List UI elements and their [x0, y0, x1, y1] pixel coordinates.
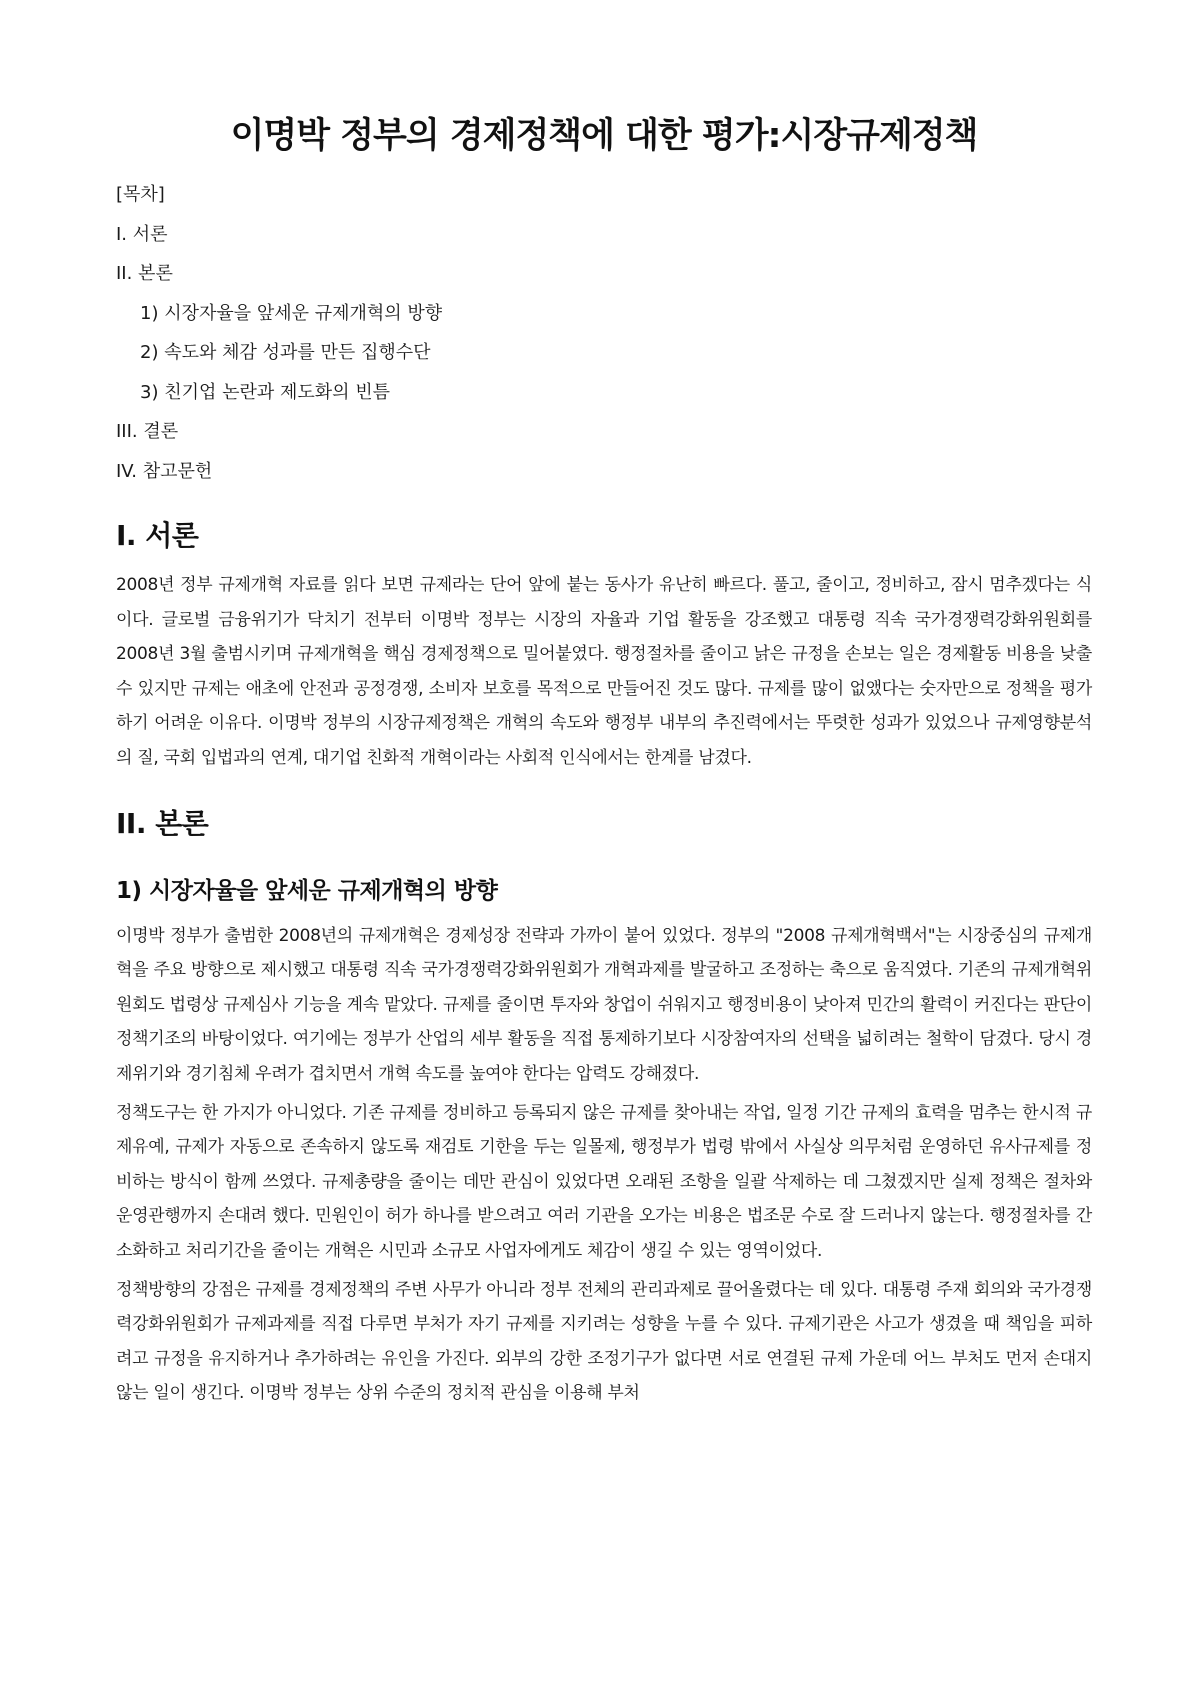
subsection-heading-1: 1) 시장자율을 앞세운 규제개혁의 방향: [116, 877, 498, 904]
body-paragraph: 정책도구는 한 가지가 아니었다. 기존 규제를 정비하고 등록되지 않은 규제를 찾아내는 작업, 일정 기간 규제의 효력을 멈추는 한시적 규제유예, 규제가 자동으로 존속하지 않도록 재검토 기한을 두는 일몰제, 행정부가 법령 밖에서 사실상 의무처럼 운영하던 유사규제를 정비하는 방식이 함께 쓰였다. 규제총량을 줄이는 데만 관심이 있었다면 오래된 조항을 일괄 삭제하는 데 그쳤겠지만 실제 정책은 절차와 운영관행까지 손대려 했다. 민원인이 허가 하나를 받으려고 여러 기관을 오가는 비용은 법조문 수로 잘 드러나지 않는다. 행정절차를 간소화하고 처리기간을 줄이는 개혁은 시민과 소규모 사업자에게도 체감이 생길 수 있는 영역이었다.: [116, 1102, 1092, 1261]
body-paragraph: 이명박 정부가 출범한 2008년의 규제개혁은 경제성장 전략과 가까이 붙어 있었다. 정부의 "2008 규제개혁백서"는 시장중심의 규제개혁을 주요 방향으로 제시했고 대통령 직속 국가경쟁력강화위원회가 개혁과제를 발굴하고 조정하는 축으로 움직였다. 기존의 규제개혁위원회도 법령상 규제심사 기능을 계속 맡았다. 규제를 줄이면 투자와 창업이 쉬워지고 행정비용이 낮아져 민간의 활력이 커진다는 판단이 정책기조의 바탕이었다. 여기에는 정부가 산업의 세부 활동을 직접 통제하기보다 시장참여자의 선택을 넓히려는 철학이 담겼다. 당시 경제위기와 경기침체 우려가 겹치면서 개혁 속도를 높여야 한다는 압력도 강해졌다.: [116, 925, 1092, 1084]
toc-item: II. 본론: [116, 263, 173, 284]
section-heading-body: II. 본론: [116, 806, 209, 840]
toc-item: III. 결론: [116, 421, 179, 442]
document-title: 이명박 정부의 경제정책에 대한 평가:시장규제정책: [230, 116, 978, 156]
toc-heading: [목차]: [116, 184, 165, 205]
toc-subitem: 2) 속도와 체감 성과를 만든 집행수단: [140, 342, 431, 363]
toc-subitem: 1) 시장자율을 앞세운 규제개혁의 방향: [140, 302, 443, 324]
body-paragraph: 정책방향의 강점은 규제를 경제정책의 주변 사무가 아니라 정부 전체의 관리과제로 끌어올렸다는 데 있다. 대통령 주재 회의와 국가경쟁력강화위원회가 규제과제를 직접 다루면 부처가 자기 규제를 지키려는 성향을 누를 수 있다. 규제기관은 사고가 생겼을 때 책임을 피하려고 규정을 유지하거나 추가하려는 유인을 가진다. 외부의 강한 조정기구가 없다면 서로 연결된 규제 가운데 어느 부처도 먼저 손대지 않는 일이 생긴다. 이명박 정부는 상위 수준의 정치적 관심을 이용해 부처: [116, 1279, 1092, 1404]
toc-item: IV. 참고문헌: [116, 460, 213, 482]
intro-paragraph: 2008년 정부 규제개혁 자료를 읽다 보면 규제라는 단어 앞에 붙는 동사가 유난히 빠르다. 풀고, 줄이고, 정비하고, 잠시 멈추겠다는 식이다. 글로벌 금융위기가 닥치기 전부터 이명박 정부는 시장의 자율과 기업 활동을 강조했고 대통령 직속 국가경쟁력강화위원회를 2008년 3월 출범시키며 규제개혁을 핵심 경제정책으로 밀어붙였다. 행정절차를 줄이고 낡은 규정을 손보는 일은 경제활동 비용을 낮출 수 있지만 규제는 애초에 안전과 공정경쟁, 소비자 보호를 목적으로 만들어진 것도 많다. 규제를 많이 없앴다는 숫자만으로 정책을 평가하기 어려운 이유다. 이명박 정부의 시장규제정책은 개혁의 속도와 행정부 내부의 추진력에서는 뚜렷한 성과가 있었으나 규제영향분석의 질, 국회 입법과의 연계, 대기업 친화적 개혁이라는 사회적 인식에서는 한계를 남겼다.: [116, 575, 1092, 768]
toc-item: I. 서론: [116, 223, 168, 245]
table-of-contents: [116, 180, 1092, 496]
document-page: [116, 108, 1092, 1415]
section-heading-intro: I. 서론: [116, 519, 199, 552]
toc-subitem: 3) 친기업 논란과 제도화의 빈틈: [140, 381, 391, 403]
